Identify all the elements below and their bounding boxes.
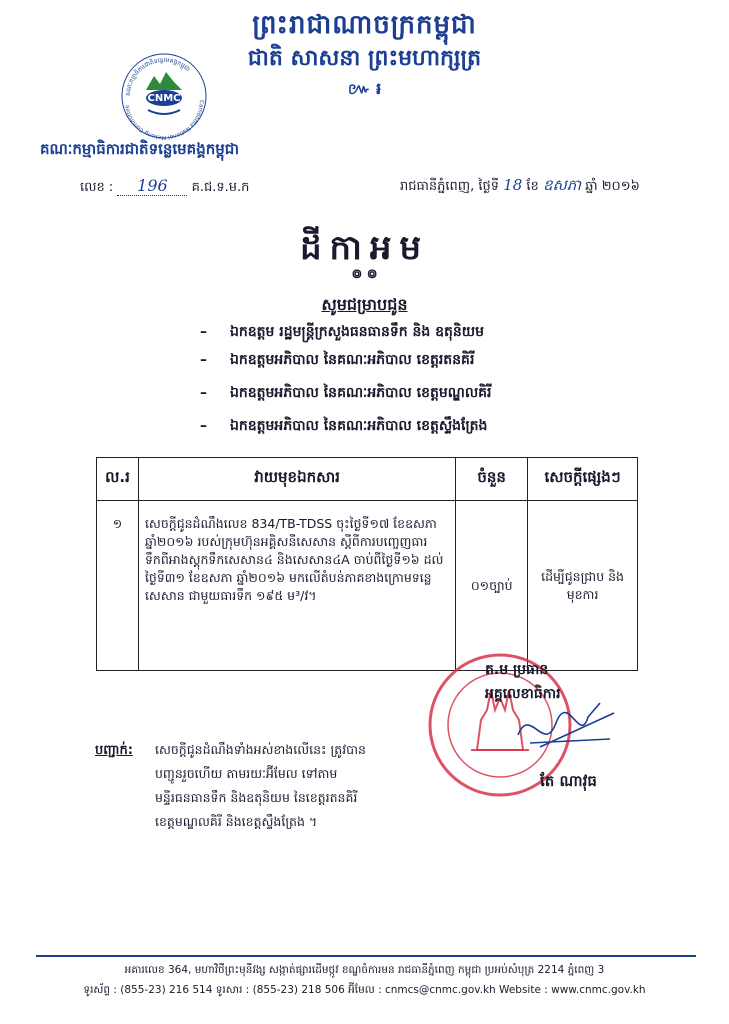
logo-arc-text-english: Cambodia National Mekong Committee (124, 99, 205, 140)
col-header-quantity: ចំនួន (456, 458, 528, 501)
col-header-remarks: សេចក្តីផ្សេងៗ (528, 458, 638, 501)
col-header-description: វាយមុខឯកសារ (138, 458, 455, 501)
kingdom-heading: ព្រះរាជាណាចក្រកម្ពុជា (252, 10, 477, 40)
dateline-year-label: ឆ្នាំ (585, 179, 598, 194)
reference-value: 196 (117, 176, 187, 196)
note-label: បញ្ជាក់: (95, 743, 133, 758)
dateline-year: ២០១៦ (601, 179, 640, 194)
footer-address: អគារលេខ 364, មហាវិថីព្រះមុនីវង្ស សង្កាត់ផ្សារដើមថ្កូវ ខណ្ឌចំការមន រាជធានីភ្នំពេញ កម្ពុជា ប្រអប់សំបុត្រ 2214 ភ្នំពេញ 3 (124, 964, 605, 976)
table-row (97, 501, 638, 671)
reference-suffix: គ.ជ.ទ.ម.ក (191, 180, 250, 195)
note-line: បញ្ជូនរួចហើយ តាមរយៈអ៊ីមែល ទៅតាម (155, 766, 338, 781)
signature-role: អគ្គលេខាធិការ (485, 686, 561, 702)
dateline (400, 176, 640, 198)
dateline-day: 18 (503, 176, 523, 194)
dateline-month: ឧសភា (542, 176, 582, 194)
logo-abbr: CNMC (147, 93, 181, 104)
recipient-item: – ឯកឧត្តមអភិបាល នៃគណៈអភិបាល ខេត្តរតនគិរី (200, 352, 475, 368)
title-ornament: ៙ ៙ (351, 267, 378, 282)
note-line: សេចក្តីជូនដំណឹងទាំងអស់ខាងលើនេះ ត្រូវបាន (155, 742, 366, 757)
document-title: ដីកាអម (299, 228, 430, 268)
document-table (96, 457, 638, 671)
signatory-name: តែ ណាវុធ (540, 772, 597, 790)
cell-remarks: ដើម្បីជូនជ្រាប និងមុខការ (528, 501, 638, 671)
cnmc-logo (120, 52, 208, 140)
dateline-place: រាជធានីភ្នំពេញ, ថ្ងៃទី (400, 179, 500, 194)
organization-name: គណៈកម្មាធិការជាតិទន្លេមេគង្គកម្ពុជា (40, 140, 240, 158)
reference-number (80, 176, 249, 198)
header-ornament: ៚ ៛ (347, 79, 382, 98)
footer-contact: ទូរស័ព្ទ : (855-23) 216 514 ទូរសារ : (855-23) 218 506 អ៊ីមែល : cnmcs@cnmc.gov.kh Website : www.cnmc.gov.kh (83, 984, 646, 996)
logo-arc-text-khmer: គណៈកម្មាធិការជាតិទន្លេមេគង្គកម្ពុជា (124, 56, 192, 97)
cell-number: ១ (97, 501, 139, 671)
note-line: មន្ទីរធនធានទឹក និងឧតុនិយម នៃខេត្តរតនគិរី (155, 790, 358, 805)
cell-description: សេចក្តីជូនដំណឹងលេខ 834/TB-TDSS ចុះថ្ងៃទី១៧ ខែឧសភា ឆ្នាំ២០១៦ របស់ក្រុមហ៊ុនអគ្គិសនីសេសាន ស្តីពីការបញ្ចេញធារទឹកពីអាងស្តុកទឹកសេសាន៤ និងសេសាន៤A ចាប់ពីថ្ងៃទី១៦ ដល់ ថ្ងៃទី៣១ ខែឧសភា ឆ្នាំ២០១៦ មកលើតំបន់ភាគខាងក្រោមទន្លេសេសាន ជាមួយធារទឹក ១៩៥ ម³/វ។ (138, 501, 455, 671)
dateline-month-label: ខែ (526, 179, 539, 194)
signature-title: ត.ម ប្រធាន (485, 662, 549, 678)
recipient-item: – ឯកឧត្តមអភិបាល នៃគណៈអភិបាល ខេត្តមណ្ឌលគិរី (200, 385, 492, 401)
handwritten-signature (510, 695, 620, 765)
reference-label: លេខ : (80, 180, 114, 195)
col-header-number: ល.រ (97, 458, 139, 501)
cell-quantity: ០១ច្បាប់ (456, 501, 528, 671)
recipient-item: – ឯកឧត្តម រដ្ឋមន្ត្រីក្រសួងធនធានទឹក និង ឧតុនិយម (200, 324, 485, 340)
footer-divider (36, 955, 696, 957)
recipients-heading: សូមជម្រាបជូន (321, 295, 408, 314)
table-header-row (97, 458, 638, 501)
national-motto: ជាតិ សាសនា ព្រះមហាក្សត្រ (247, 45, 482, 71)
recipient-item: – ឯកឧត្តមអភិបាល នៃគណៈអភិបាល ខេត្តស្ទឹងត្រែង (200, 418, 488, 434)
note-line: ខេត្តមណ្ឌលគិរី និងខេត្តស្ទឹងត្រែង ។ (155, 814, 318, 829)
